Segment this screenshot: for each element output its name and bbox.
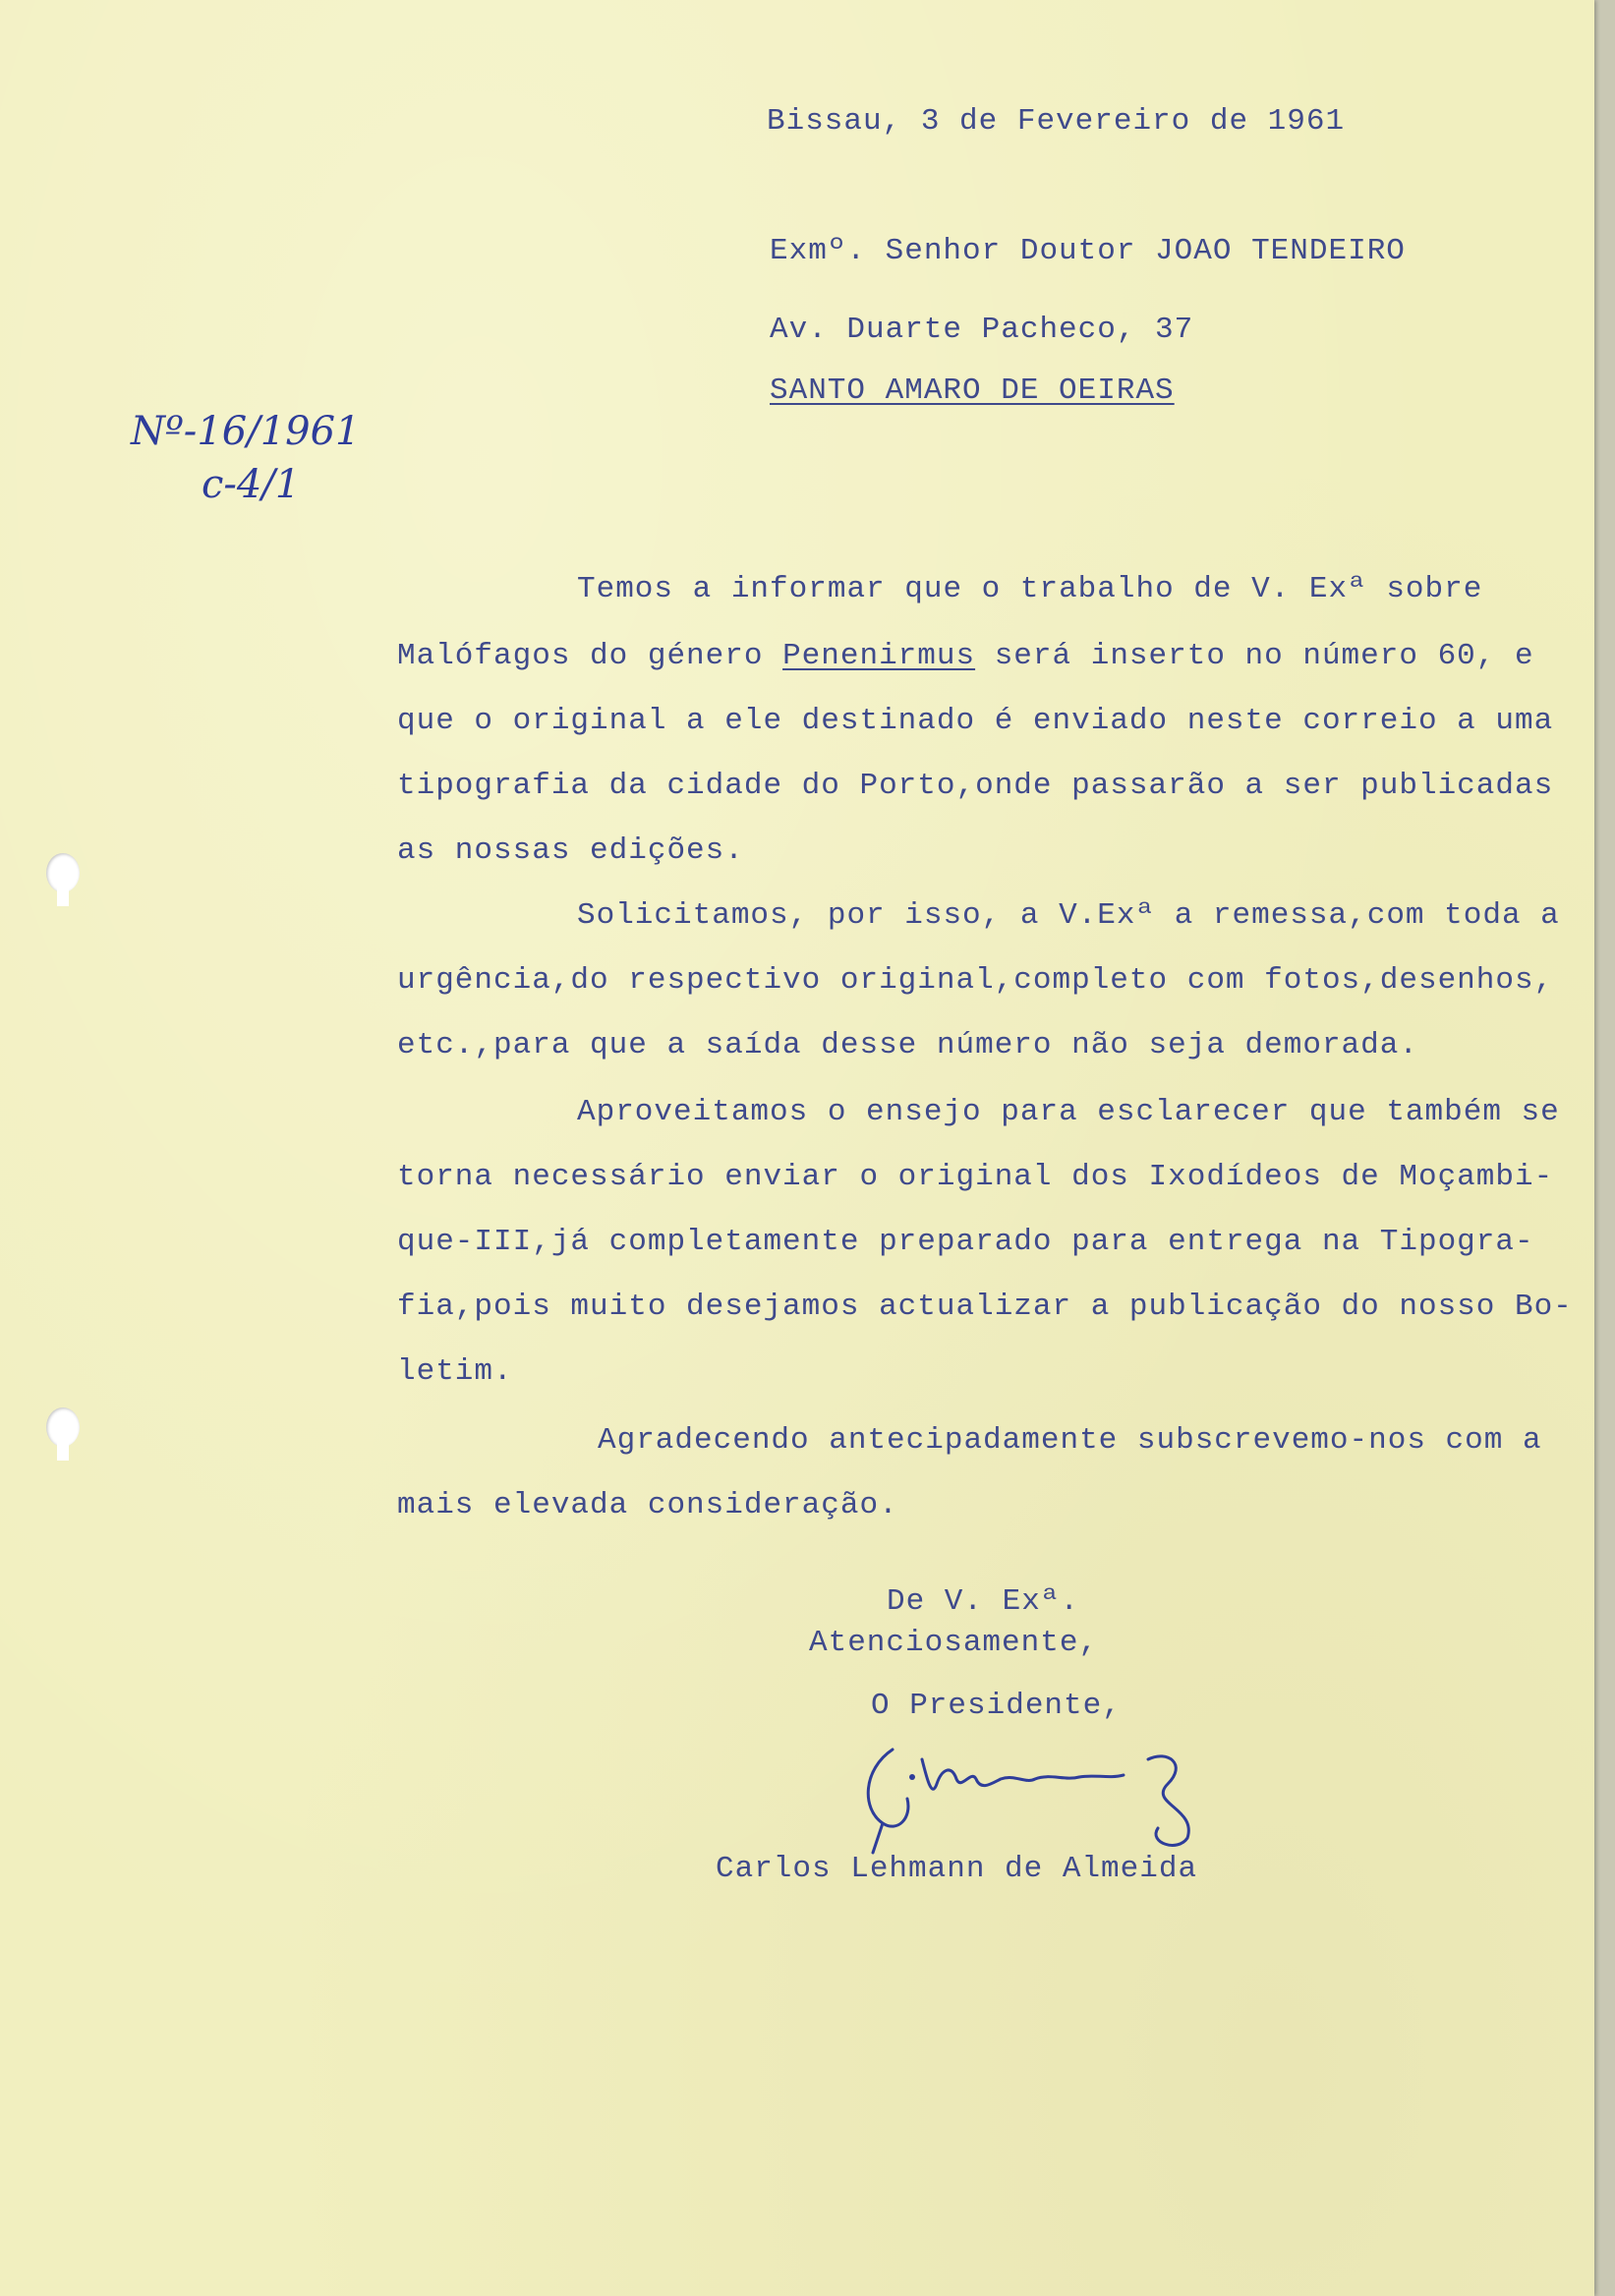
body-line-14: Agradecendo antecipadamente subscrevemo-nos com a — [598, 1423, 1542, 1458]
punch-hole-top-tear — [57, 885, 69, 906]
body-line-2-start: Malófagos do género — [397, 639, 783, 673]
body-line-7: urgência,do respectivo original,completo com fotos,desenhos, — [397, 963, 1554, 998]
punch-hole-bottom-tear — [57, 1439, 69, 1461]
body-line-4: tipografia da cidade do Porto,onde passarão a ser publicadas — [397, 769, 1554, 803]
closing-title: O Presidente, — [871, 1689, 1122, 1723]
body-line-8: etc.,para que a saída desse número não seja demorada. — [397, 1028, 1418, 1062]
body-line-3: que o original a ele destinado é enviado neste correio a uma — [397, 704, 1554, 738]
body-line-6: Solicitamos, por isso, a V.Exª a remessa,com toda a — [577, 898, 1560, 933]
closing-regards: Atenciosamente, — [809, 1626, 1099, 1660]
signature — [853, 1730, 1246, 1858]
body-line-13: letim. — [397, 1354, 513, 1389]
file-category-annotation: c-4/1 — [202, 462, 301, 507]
body-line-10: torna necessário enviar o original dos Ixodídeos de Moçambi- — [397, 1160, 1554, 1194]
genus-name: Penenirmus — [782, 639, 976, 673]
body-line-9: Aproveitamos o ensejo para esclarecer que também se — [577, 1095, 1560, 1129]
body-line-2 — [397, 639, 1534, 673]
body-line-1: Temos a informar que o trabalho de V. Exª sobre — [577, 572, 1483, 606]
file-number-annotation: Nº-16/1961 — [131, 409, 361, 454]
closing-salutation: De V. Exª. — [887, 1584, 1080, 1619]
body-line-15: mais elevada consideração. — [397, 1488, 898, 1522]
recipient-name: Exmº. Senhor Doutor JOAO TENDEIRO — [770, 234, 1406, 268]
date-line: Bissau, 3 de Fevereiro de 1961 — [767, 104, 1346, 139]
signatory-name: Carlos Lehmann de Almeida — [716, 1852, 1198, 1886]
body-line-11: que-III,já completamente preparado para entrega na Tipogra- — [397, 1225, 1534, 1259]
body-line-12: fia,pois muito desejamos actualizar a publicação do nosso Bo- — [397, 1290, 1573, 1324]
recipient-city: SANTO AMARO DE OEIRAS — [770, 373, 1175, 408]
body-line-5: as nossas edições. — [397, 833, 744, 868]
body-line-2-end: será inserto no número 60, e — [975, 639, 1534, 673]
recipient-street: Av. Duarte Pacheco, 37 — [770, 313, 1194, 347]
